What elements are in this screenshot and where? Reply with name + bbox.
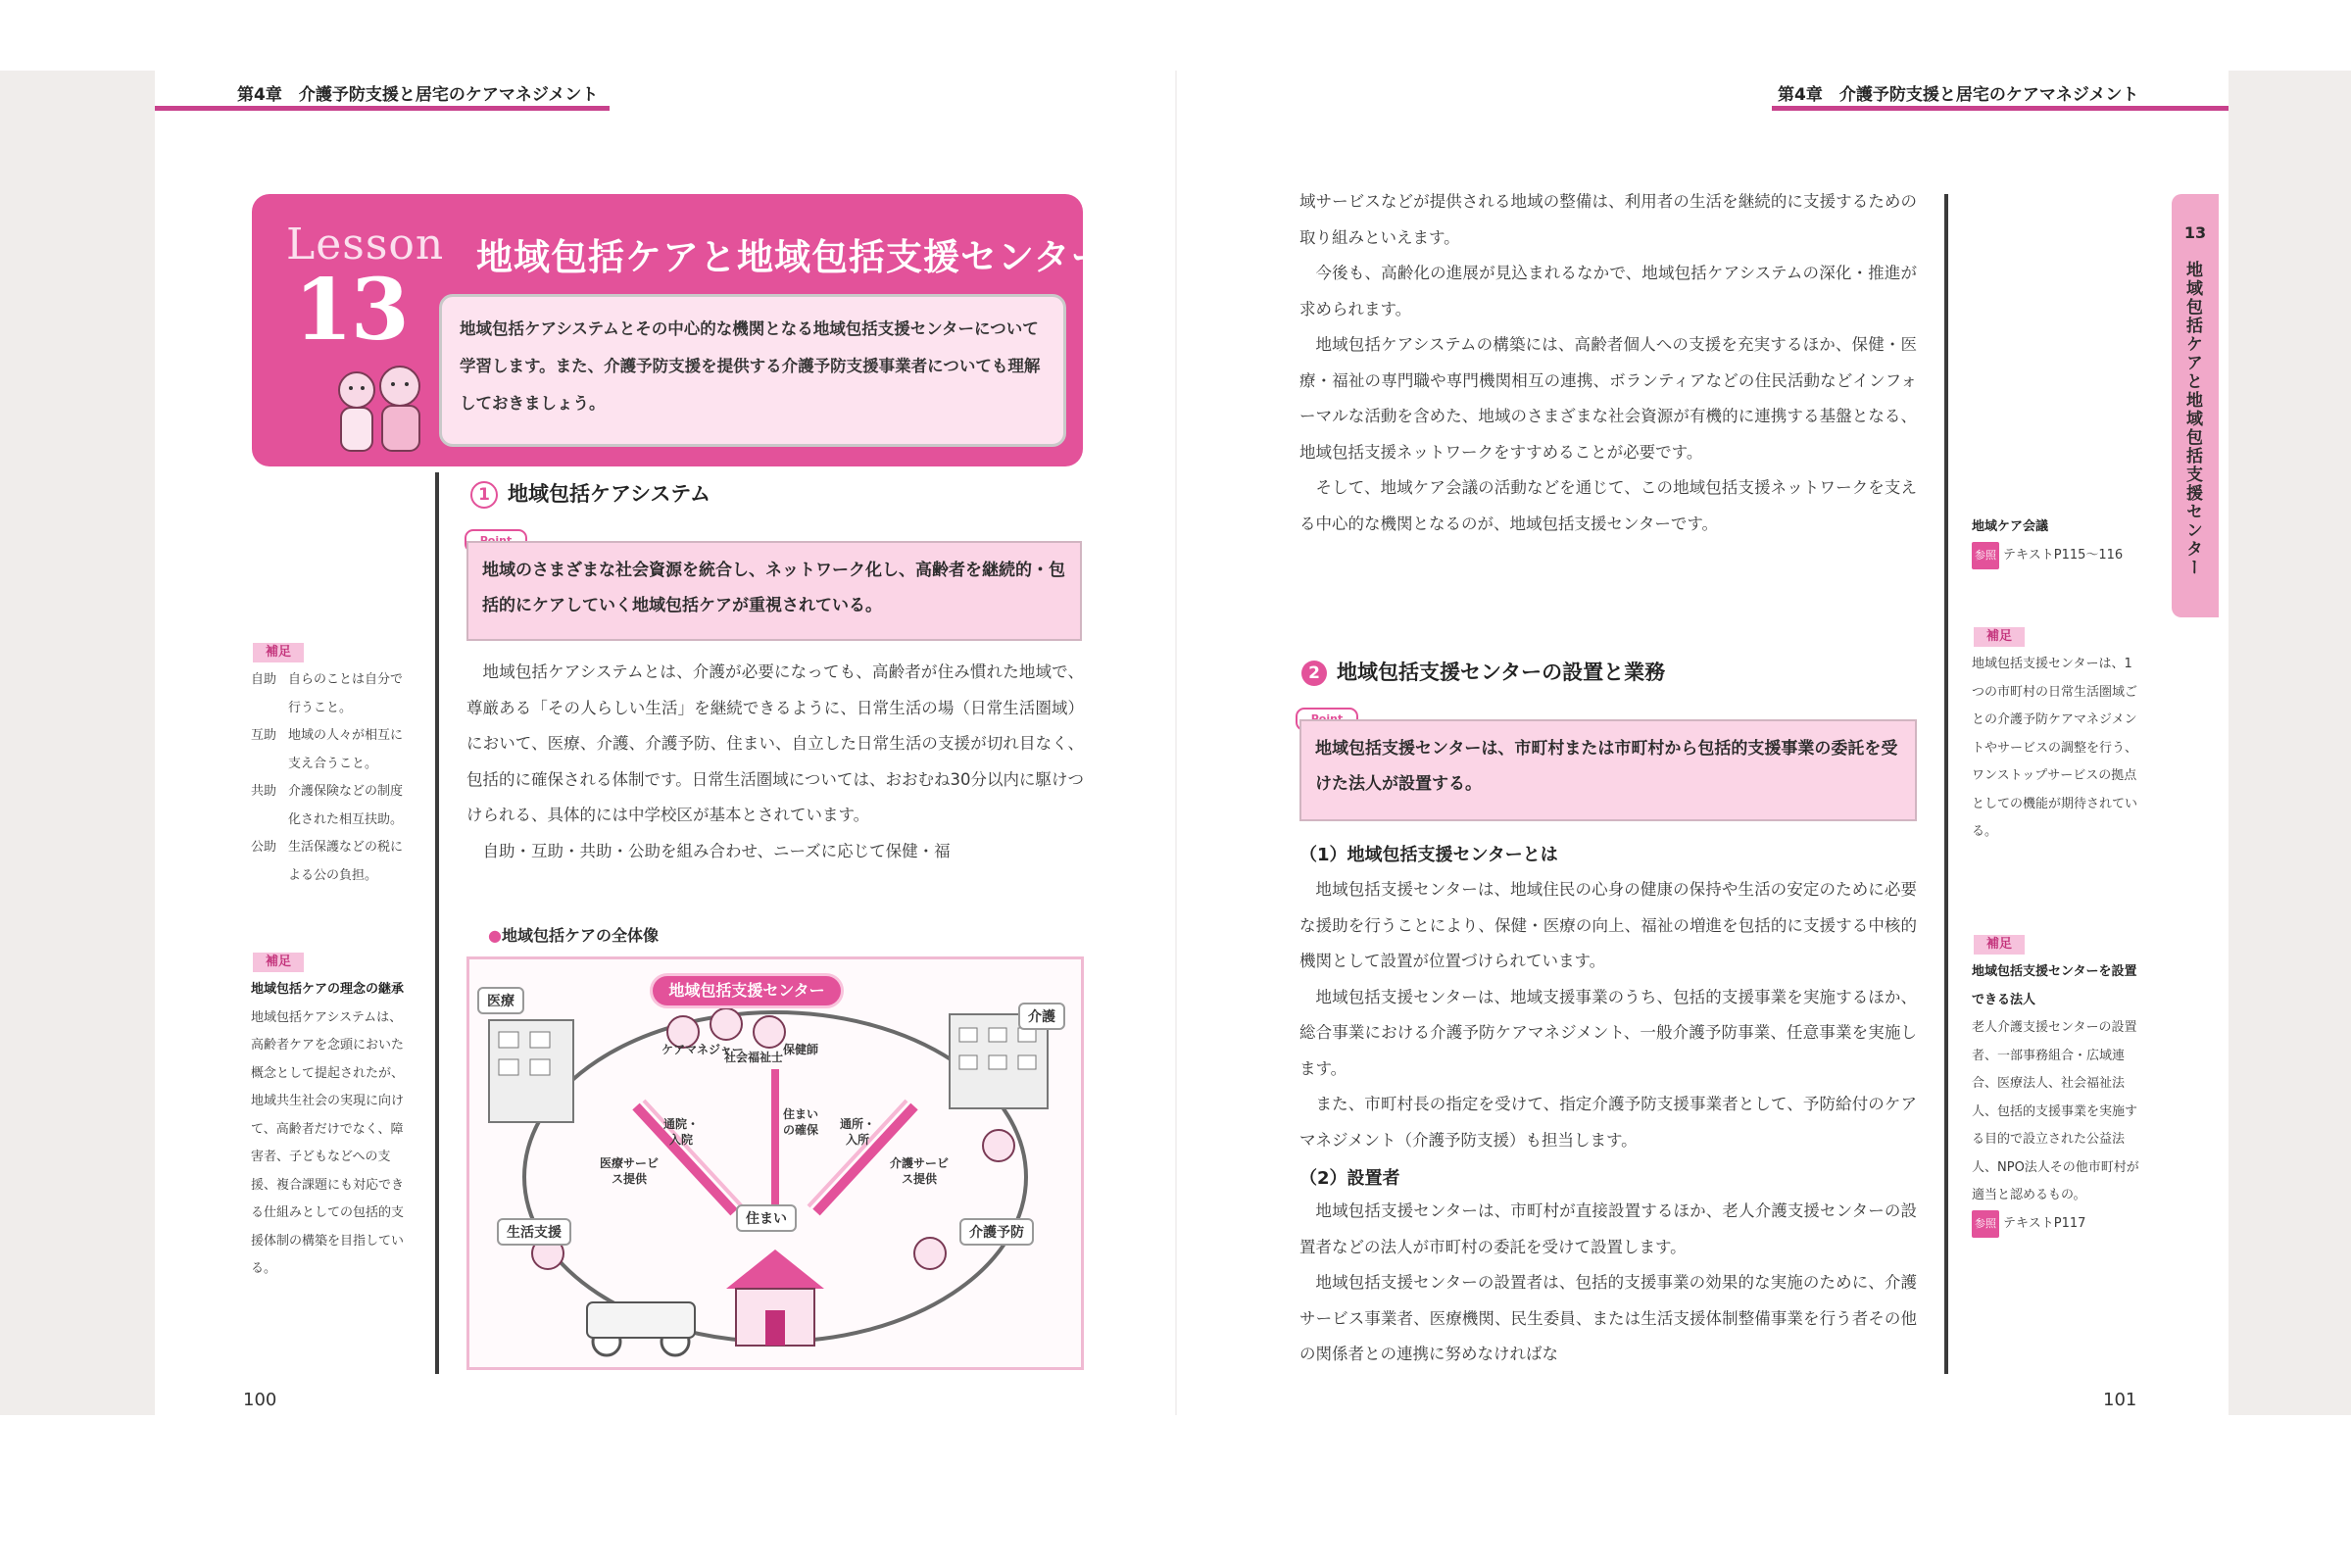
gutter <box>1175 71 1177 1415</box>
body-paragraph: 地域包括支援センターの設置者は、包括的支援事業の効果的な実施のために、介護サービス事業者、医療機関、民生委員、または生活支援体制整備事業を行う者その他の関係者との連携に努めなければな <box>1299 1273 1917 1363</box>
figure-label-home: 住まい <box>736 1204 797 1232</box>
right-column-rule <box>1944 194 1948 1374</box>
body-paragraph: 地域包括支援センターは、地域住民の心身の健康の保持や生活の安定のために必要な援助を行うことにより、保健・医療の向上、福祉の増進を包括的に支援する中核的機関として設置が位置づけられています。 <box>1299 880 1917 970</box>
reference-badge: 参照 <box>1972 542 1999 570</box>
left-note-1 <box>251 666 414 890</box>
figure-label-prevention: 介護予防 <box>959 1218 1034 1246</box>
right-note-3: 地域包括支援センターを設置できる法人 老人介護支援センターの設置者、一部事務組合・広域連合、医療法人、社会福祉法人、包括的支援事業を実施する目的で設立された公益法人、NPO法人その他市町村が適当と認めるもの。 参照 テキストP117 <box>1972 958 2140 1238</box>
section-2-heading <box>1301 657 1665 686</box>
reference-badge: 参照 <box>1972 1210 1999 1239</box>
figure-drawing <box>469 959 1081 1367</box>
body-paragraph: 域サービスなどが提供される地域の整備は、利用者の生活を継続的に支援するための取り組みといえます。 <box>1299 192 1917 247</box>
right-note-3-tag: 補足 <box>1974 935 2025 955</box>
figure-person-caremanager: ケアマネジャー <box>661 1043 744 1056</box>
figure-person-nurse: 保健師 <box>782 1043 818 1056</box>
left-margin-strip <box>0 71 155 1415</box>
section-2-number: 2 <box>1301 661 1327 686</box>
body-paragraph: 今後も、高齢化の進展が見込まれるなかで、地域包括ケアシステムの深化・推進が求められます。 <box>1299 264 1917 318</box>
figure-caption: ●地域包括ケアの全体像 <box>488 926 659 945</box>
figure-label-care: 介護 <box>1018 1003 1065 1030</box>
running-rule-left <box>155 106 610 111</box>
right-note-3-title: 地域包括支援センターを設置できる法人 <box>1972 964 2137 1007</box>
figure-label-hospital-visit: 通院・入院 <box>662 1117 699 1147</box>
body-paragraph: そして、地域ケア会議の活動などを通じて、この地域包括支援ネットワークを支える中心的な機関となるのが、地域包括支援センターです。 <box>1299 478 1917 533</box>
figure-person-socialworker: 社会福祉士 <box>724 1051 784 1064</box>
right-note-1-title: 地域ケア会議 <box>1972 519 2049 534</box>
side-tab-title: 地域包括ケアと地域包括支援センター <box>2182 261 2202 577</box>
section-2-sub-2: （2）設置者 <box>1299 1168 1400 1189</box>
body-paragraph: 自助・互助・共助・公助を組み合わせ、ニーズに応じて保健・福 <box>482 841 951 860</box>
figure-label-life-support: 生活支援 <box>497 1218 571 1246</box>
body-paragraph: また、市町村長の指定を受けて、指定介護予防支援事業者として、予防給付のケアマネジメント（介護予防支援）も担当します。 <box>1299 1095 1917 1150</box>
running-head-right: 第4章 介護予防支援と居宅のケアマネジメント <box>1778 85 2139 105</box>
figure-label-housing: 住まいの確保 <box>782 1107 818 1137</box>
section-2-sub-1: （1）地域包括支援センターとは <box>1299 845 1558 865</box>
running-head-left: 第4章 介護予防支援と居宅のケアマネジメント <box>237 85 599 105</box>
section-2-body-1 <box>1299 872 1917 1158</box>
section-1-title: 地域包括ケアシステム <box>508 482 711 506</box>
left-note-2-tag: 補足 <box>253 953 304 972</box>
section-1-body <box>466 655 1084 869</box>
right-note-2-tag: 補足 <box>1974 627 2025 647</box>
section-2-title: 地域包括支援センターの設置と業務 <box>1337 661 1666 684</box>
body-paragraph: 地域包括ケアシステムとは、介護が必要になっても、高齢者が住み慣れた地域で、尊厳ある「その人らしい生活」を継続できるように、日常生活の場（日常生活圏域）において、医療、介護、介護予防、住まい、自立した日常生活の支援が切れ目なく、包括的に確保される体制です。日常生活圏域については、おおむね30分以内に駆けつけられる、具体的には中学校区が基本とされています。 <box>466 662 1084 824</box>
lesson-word: Lesson <box>286 220 445 270</box>
section-2-point: 地域包括支援センターは、市町村または市町村から包括的支援事業の委託を受けた法人が設置する。 <box>1299 719 1917 821</box>
left-note-1-tag: 補足 <box>253 643 304 662</box>
right-page-intro <box>1299 184 1917 542</box>
page-number-left: 100 <box>243 1390 277 1410</box>
chapter-side-tab <box>2172 194 2219 617</box>
right-note-1: 地域ケア会議 参照 テキストP115〜116 <box>1972 514 2140 569</box>
section-2-body-2 <box>1299 1194 1917 1376</box>
body-paragraph: 地域包括支援センターは、地域支援事業のうち、包括的支援事業を実施するほか、総合事業における介護予防ケアマネジメント、一般介護予防事業、任意事業を実施します。 <box>1299 987 1917 1078</box>
note-item: 公助 生活保護などの税による公の負担。 <box>251 840 404 883</box>
left-column-rule <box>435 472 439 1374</box>
section-1-heading <box>470 478 710 509</box>
side-tab-number: 13 <box>2183 223 2207 242</box>
figure-community-care <box>466 956 1084 1370</box>
body-paragraph: 地域包括ケアシステムの構築には、高齢者個人への支援を充実するほか、保健・医療・福祉の専門職や専門機関相互の連携、ボランティアなどの住民活動などインフォーマルな活動を含めた、地域のさまざまな社会資源が有機的に連携する基盤となる、地域包括支援ネットワークをすすめることが必要です。 <box>1299 335 1917 462</box>
lesson-title: 地域包括ケアと地域包括支援センター <box>476 236 1108 278</box>
figure-label-care-service: 介護サービス提供 <box>889 1156 949 1186</box>
figure-label-medical-service: 医療サービス提供 <box>599 1156 659 1186</box>
right-margin-strip <box>2229 71 2351 1415</box>
body-paragraph: 地域包括支援センターは、市町村が直接設置するほか、老人介護支援センターの設置者などの法人が市町村の委託を受けて設置します。 <box>1299 1201 1917 1256</box>
figure-label-daycare: 通所・入所 <box>839 1117 875 1147</box>
figure-label-medical: 医療 <box>477 987 524 1014</box>
page-number-right: 101 <box>2103 1390 2137 1410</box>
running-rule-right <box>1772 106 2229 111</box>
left-note-2 <box>251 976 414 1284</box>
elderly-couple-illustration <box>331 365 439 455</box>
left-note-2-title: 地域包括ケアの理念の継承 <box>251 982 405 997</box>
section-1-number: 1 <box>470 481 498 509</box>
section-1-point: 地域のさまざまな社会資源を統合し、ネットワーク化し、高齢者を継続的・包括的にケアしていく地域包括ケアが重視されている。 <box>466 541 1082 641</box>
right-note-3-text: 老人介護支援センターの設置者、一部事務組合・広域連合、医療法人、社会福祉法人、包括的支援事業を実施する目的で設立された公益法人、NPO法人その他市町村が適当と認めるもの。 <box>1972 1020 2139 1202</box>
note-item: 互助 地域の人々が相互に支え合うこと。 <box>251 728 404 771</box>
note-item: 自助 自らのことは自分で行うこと。 <box>251 672 404 715</box>
left-note-2-text: 地域包括ケアシステムは、高齢者ケアを念頭においた概念として提起されたが、地域共生社会の実現に向けて、高齢者だけでなく、障害者、子どもなどへの支援、複合課題にも対応できる仕組みとしての包括的支援体制の構築を目指している。 <box>251 1009 405 1276</box>
lesson-intro: 地域包括ケアシステムとその中心的な機関となる地域包括支援センターについて学習します。また、介護予防支援を提供する介護予防支援事業者についても理解しておきましょう。 <box>439 294 1066 447</box>
right-note-2: 地域包括支援センターは、1つの市町村の日常生活圏域ごとの介護予防ケアマネジメントやサービスの調整を行う、ワンストップサービスの拠点としての機能が期待されている。 <box>1972 657 2138 839</box>
figure-center-label: 地域包括支援センター <box>650 973 844 1008</box>
lesson-number: 13 <box>294 261 408 360</box>
note-item: 共助 介護保険などの制度化された相互扶助。 <box>251 784 404 827</box>
